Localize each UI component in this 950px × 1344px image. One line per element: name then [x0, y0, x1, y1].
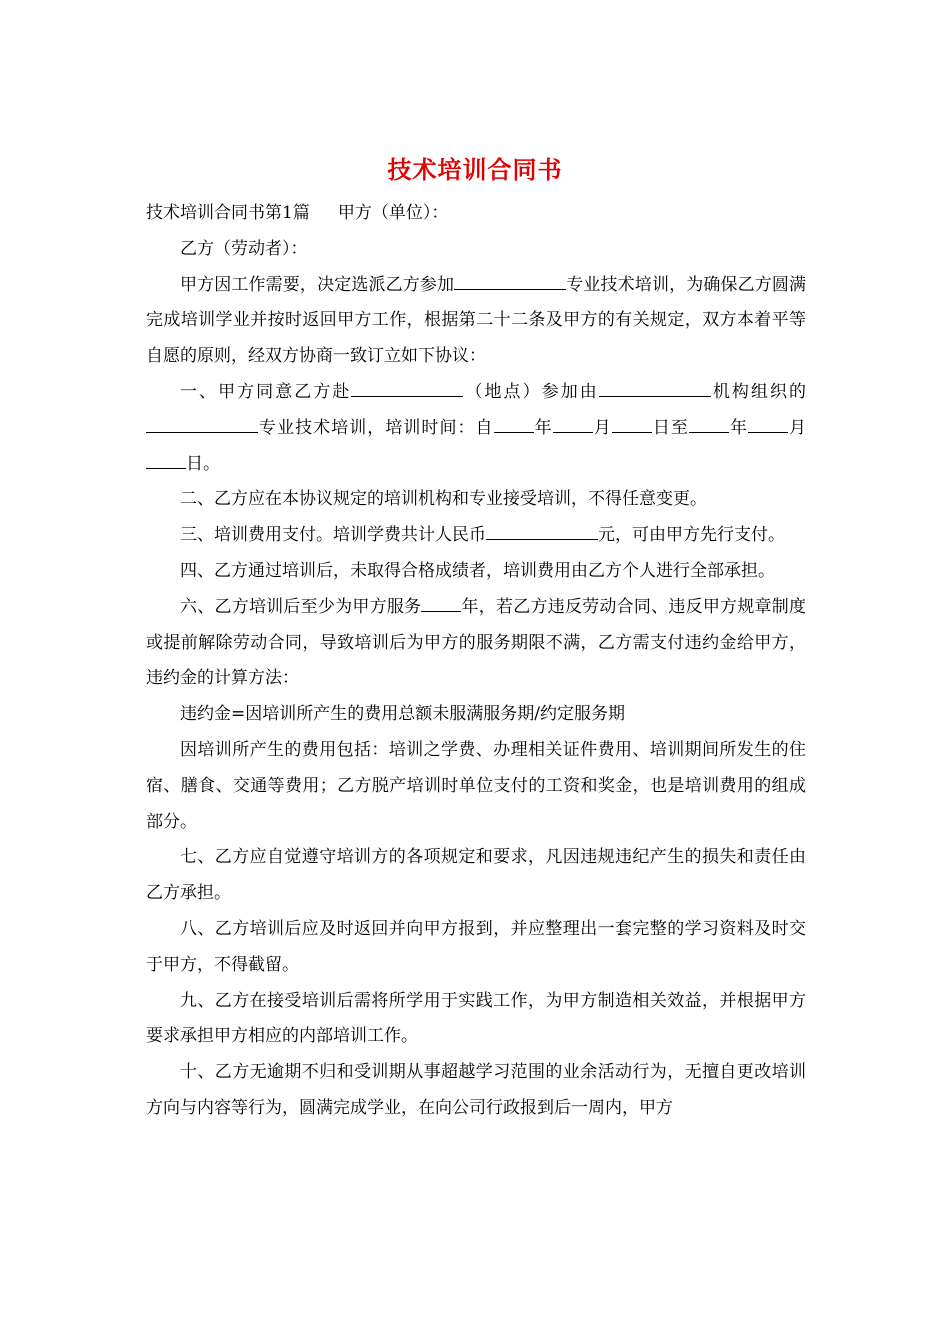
intro-paragraph: 甲方因工作需要，决定选派乙方参加 专业技术培训，为确保乙方圆满完成培训学业并按时返回甲方工作，根据第二十二条及甲方的有关规定，双方本着平等自愿的原则，经双方协商一致订立如下协议：	[146, 274, 807, 367]
blank-line	[689, 416, 729, 432]
training-costs: 因培训所产生的费用包括：培训之学费、办理相关证件费用、培训期间所发生的住宿、膳食、交通等费用；乙方脱产培训时单位支付的工资和奖金，也是培训费用的组成部分。	[146, 739, 806, 832]
clause-8: 八、乙方培训后应及时返回并向甲方报到，并应整理出一套完整的学习资料及时交于甲方，不得截留。	[146, 918, 806, 975]
blank-line	[748, 416, 788, 432]
header-line	[146, 196, 806, 232]
blank-line	[146, 452, 186, 468]
blank-line	[486, 524, 598, 540]
penalty-formula: 违约金=因培训所产生的费用总额未服满服务期/约定服务期	[180, 704, 625, 725]
blank-line	[599, 381, 711, 397]
blank-line	[494, 416, 534, 432]
document-title: 技术培训合同书	[387, 156, 563, 184]
clause-6: 六、乙方培训后至少为甲方服务 年，若乙方违反劳动合同、违反甲方规章制度或提前解除劳动合同，导致培训后为甲方的服务期限不满，乙方需支付违约金给甲方，违约金的计算方法：	[146, 596, 807, 689]
blank-line	[421, 595, 461, 611]
blank-line	[612, 416, 652, 432]
clause-3: 三、培训费用支付。培训学费共计人民币 元，可由甲方先行支付。	[180, 525, 785, 546]
blank-line	[553, 416, 593, 432]
clause-10: 十、乙方无逾期不归和受训期从事超越学习范围的业余活动行为，无擅自更改培训方向与内容等行为，圆满完成学业，在向公司行政报到后一周内，甲方	[146, 1062, 806, 1118]
blank-line	[454, 273, 566, 289]
clause-9: 九、乙方在接受培训后需将所学用于实践工作，为甲方制造相关效益，并根据甲方要求承担甲方相应的内部培训工作。	[146, 990, 806, 1047]
blank-line	[351, 381, 463, 397]
doc-subtitle: 技术培训合同书第1篇	[146, 203, 310, 223]
clause-2: 二、乙方应在本协议规定的培训机构和专业接受培训，不得任意变更。	[180, 489, 707, 510]
party-a-label: 甲方（单位）：	[337, 203, 449, 223]
clause-1: 一、甲方同意乙方赴 （地点）参加由 机构组织的专业技术培训，培训时间：自 年 月 日至 年 月日。	[146, 375, 806, 482]
clause-4: 四、乙方通过培训后，未取得合格成绩者，培训费用由乙方个人进行全部承担。	[180, 560, 775, 581]
party-b-label: 乙方（劳动者）：	[180, 238, 308, 259]
blank-line	[146, 416, 258, 432]
clause-7: 七、乙方应自觉遵守培训方的各项规定和要求，凡因违规违纪产生的损失和责任由乙方承担。	[146, 847, 806, 904]
document-body	[146, 196, 806, 1127]
